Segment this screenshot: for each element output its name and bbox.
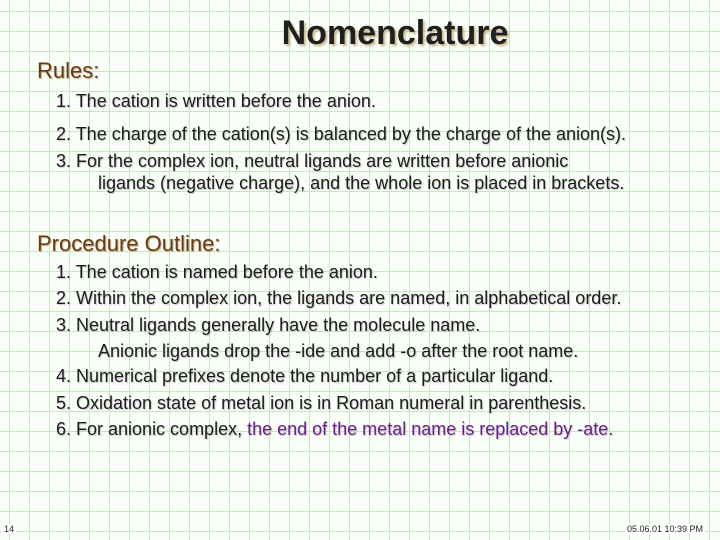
slide-title: Nomenclature <box>281 14 509 52</box>
rule-item-1: 1. The cation is written before the anion. <box>56 91 376 111</box>
procedure-item-6 <box>56 419 613 440</box>
procedure-item-1: 1. The cation is named before the anion. <box>56 262 378 282</box>
procedure-item-5: 5. Oxidation state of metal ion is in Roman numeral in parenthesis. <box>56 393 587 413</box>
footer-timestamp: 05.06.01 10:39 PM <box>627 524 704 534</box>
procedure-item-2: 2. Within the complex ion, the ligands are named, in alphabetical order. <box>56 288 622 308</box>
rule-item-3-continued: ligands (negative charge), and the whole ion is placed in brackets. <box>98 173 625 193</box>
procedure-item-3-continued: Anionic ligands drop the -ide and add -o after the root name. <box>98 341 579 361</box>
procedure-heading: Procedure Outline: <box>37 231 221 256</box>
rule-item-3: 3. For the complex ion, neutral ligands are written before anionic <box>56 151 569 171</box>
rules-heading: Rules: <box>37 58 100 83</box>
rule-item-2: 2. The charge of the cation(s) is balanced by the charge of the anion(s). <box>56 124 627 144</box>
procedure-item-3: 3. Neutral ligands generally have the molecule name. <box>56 315 481 335</box>
procedure-item-4: 4. Numerical prefixes denote the number of a particular ligand. <box>56 366 554 386</box>
procedure-item-6-prefix: 6. For anionic complex, <box>56 419 248 439</box>
procedure-item-6-accent: the end of the metal name is replaced by -ate. <box>247 419 614 439</box>
page-number: 14 <box>4 524 15 534</box>
